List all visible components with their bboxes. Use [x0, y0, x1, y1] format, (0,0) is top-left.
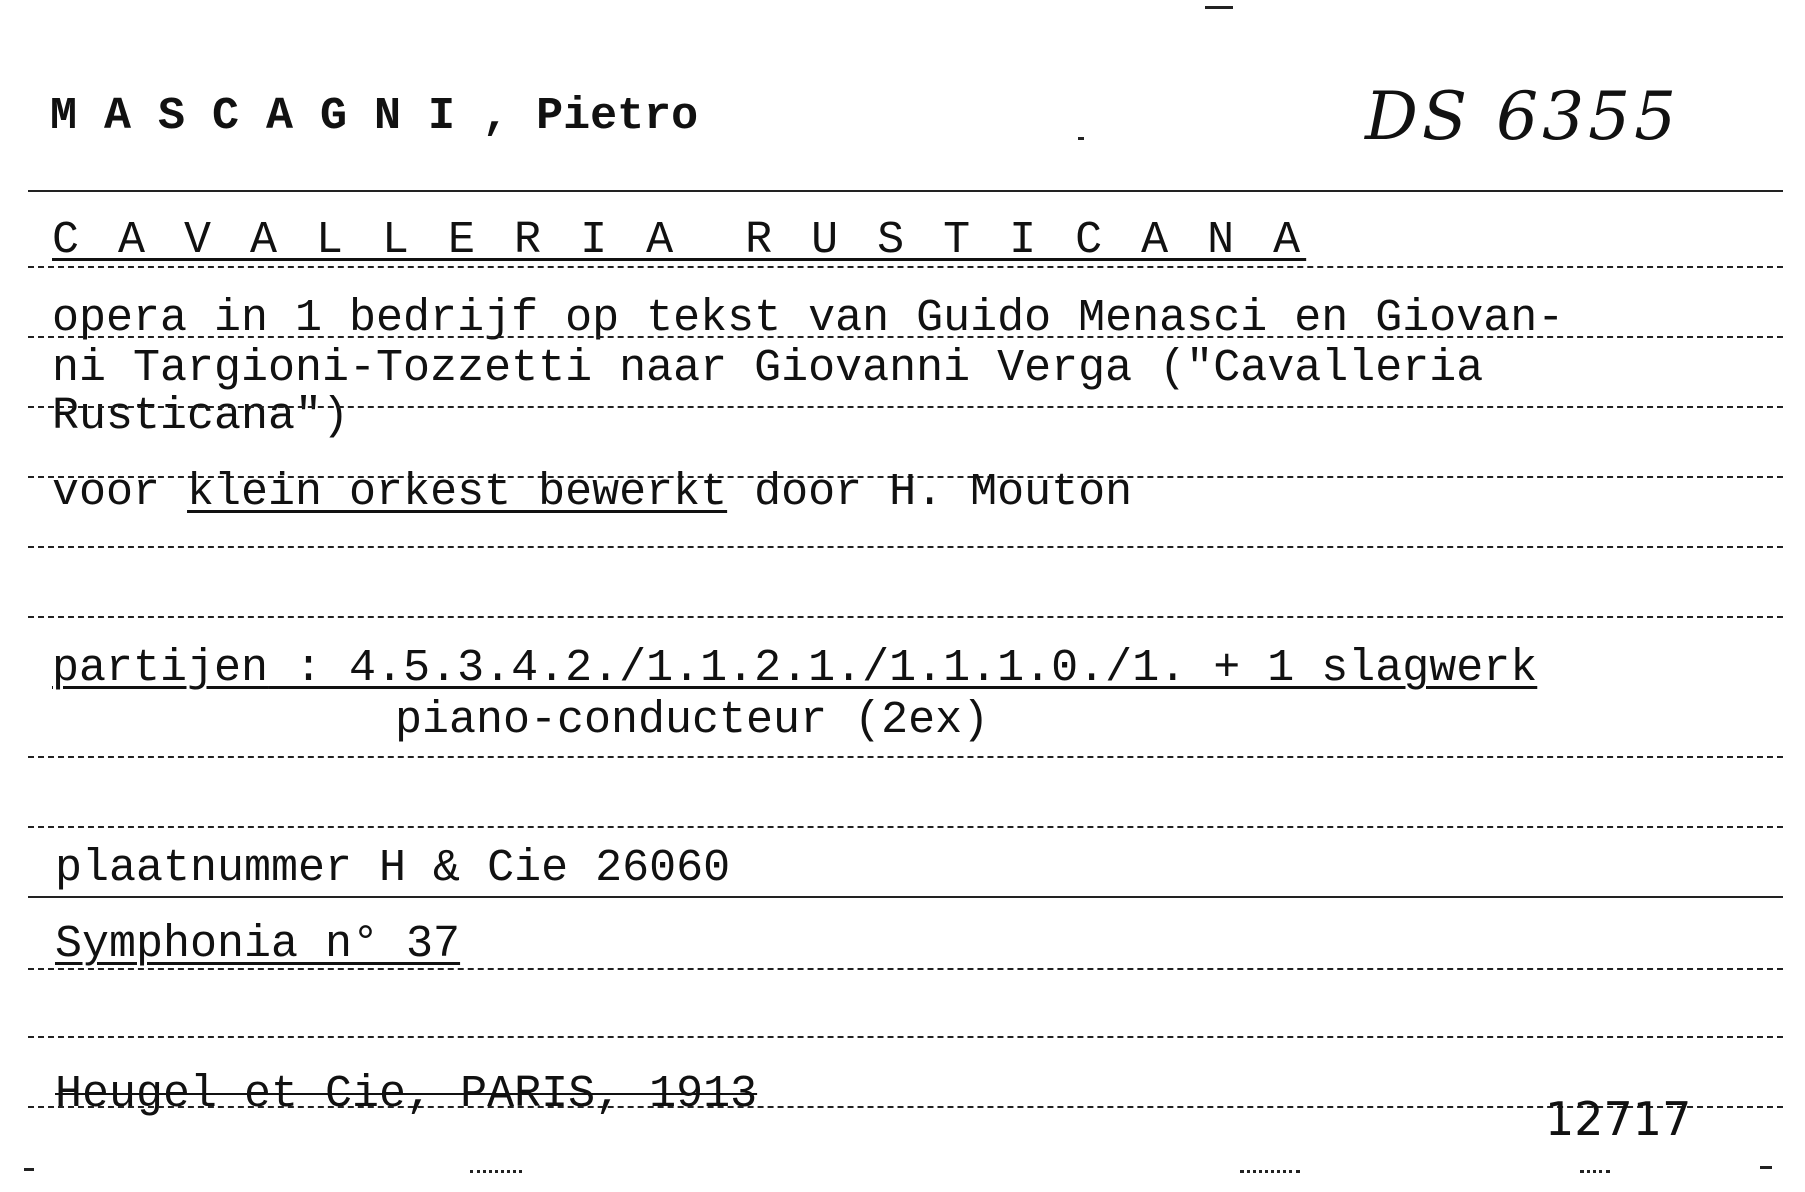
composer-name: M A S C A G N I , Pietro [50, 91, 699, 142]
bottom-mark-3 [1240, 1170, 1300, 1173]
bottom-mark-2 [470, 1170, 522, 1173]
parts-label: partijen [52, 643, 269, 694]
bottom-mark-4 [1580, 1170, 1610, 1173]
rule-10 [28, 896, 1783, 898]
rule-12 [28, 1036, 1783, 1038]
rule-2 [28, 266, 1783, 268]
rule-7 [28, 616, 1783, 618]
dot-mark [1078, 137, 1084, 140]
arrangement-underlined: klein orkest bewerkt [187, 467, 728, 518]
publisher: Heugel et Cie, PARIS, 1913 [55, 1069, 758, 1120]
parts-scoring: : 4.5.3.4.2./1.1.2.1./1.1.1.0./1. + 1 slagwerk [268, 643, 1538, 694]
rule-13 [28, 1106, 1783, 1108]
top-mark [1205, 6, 1233, 9]
bottom-mark-1 [24, 1168, 34, 1171]
rule-9 [28, 826, 1783, 828]
rule-6 [28, 546, 1783, 548]
rule-4 [28, 406, 1783, 408]
parts-line-1 [52, 643, 1538, 694]
plate-number: plaatnummer H & Cie 26060 [55, 843, 731, 894]
rule-3 [28, 336, 1783, 338]
rule-11 [28, 968, 1783, 970]
description-line-1: opera in 1 bedrijf op tekst van Guido Menasci en Giovan- [52, 293, 1565, 344]
bottom-mark-5 [1760, 1166, 1772, 1169]
parts-line-2: piano-conducteur (2ex) [395, 695, 990, 746]
arrangement-line [52, 467, 1133, 518]
work-title: C A V A L L E R I A R U S T I C A N A [52, 215, 1307, 266]
arrangement-prefix: voor [52, 467, 188, 518]
arrangement-suffix: door H. Mouton [727, 467, 1133, 518]
rule-8 [28, 756, 1783, 758]
description-line-2: ni Targioni-Tozzetti naar Giovanni Verga ("Cavalleria [52, 343, 1484, 394]
description-line-3: Rusticana") [52, 391, 350, 442]
inventory-number: 12717 [1545, 1092, 1692, 1146]
series: Symphonia n° 37 [55, 919, 461, 970]
call-number: DS 6355 [1365, 78, 1681, 155]
rule-1 [28, 190, 1783, 192]
